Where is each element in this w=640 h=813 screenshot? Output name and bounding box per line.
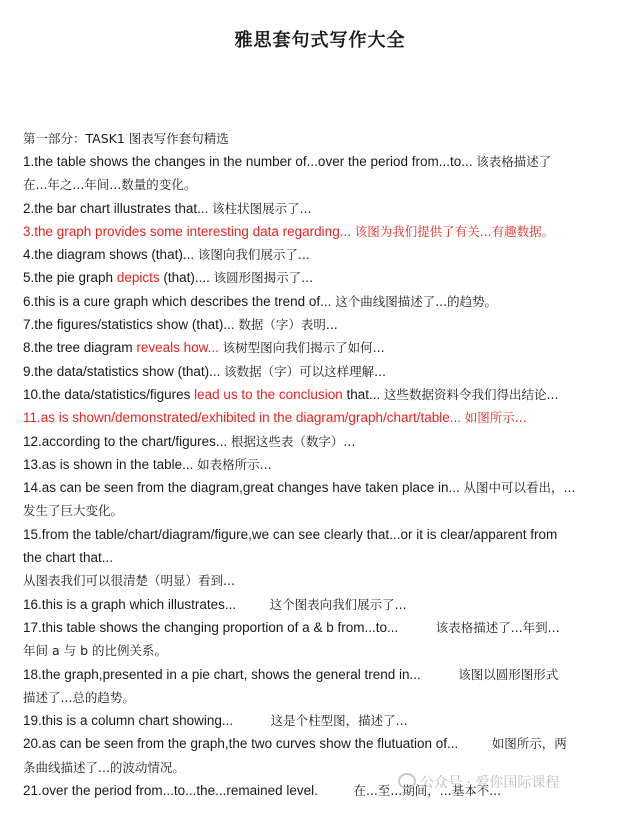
list-item: 1.the table shows the changes in the number of...over the period from...to... 该表格描述了 — [23, 154, 552, 169]
list-item-highlighted: 3.the graph provides some interesting data regarding... 该图为我们提供了有关...有趣数据。 — [23, 223, 555, 239]
list-item: 18.the graph,presented in a pie chart, shows the general trend in... 该图以圆形图形式 — [23, 666, 559, 682]
list-item: 4.the diagram shows (that)... 该图向我们展示了... — [23, 247, 310, 263]
list-item: 5.the pie graph depicts (that).... 该圆形图揭示了... — [23, 270, 314, 286]
list-item-continuation: 在...年之...年间...数量的变化。 — [23, 177, 197, 193]
list-item: 8.the tree diagram reveals how... 该树型图向我们揭示了如何... — [23, 340, 385, 356]
list-item-continuation: 从图表我们可以很清楚（明显）看到... — [23, 573, 235, 589]
list-item-continuation: 年间 a 与 b 的比例关系。 — [23, 643, 167, 659]
highlight-text: lead us to the conclusion — [194, 386, 343, 402]
list-item: 21.over the period from...to...the...remained level. 在...至...期间，...基本不... — [23, 783, 502, 799]
list-item: 17.this table shows the changing proportion of a & b from...to... 该表格描述了...年到... — [23, 619, 560, 635]
wechat-icon — [398, 773, 416, 789]
list-item: 10.the data/statistics/figures lead us to the conclusion that... 这些数据资料令我们得出结论... — [23, 386, 559, 402]
section-heading: 第一部分：TASK1 图表写作套句精选 — [23, 131, 229, 146]
list-item: 20.as can be seen from the graph,the two curves show the flutuation of... 如图所示，两 — [23, 736, 567, 752]
document-body — [23, 130, 618, 802]
list-item-continuation: 发生了巨大变化。 — [23, 503, 124, 519]
list-item: 6.this is a cure graph which describes the trend of... 这个曲线图描述了...的趋势。 — [23, 293, 498, 309]
list-item: 13.as is shown in the table... 如表格所示... — [23, 456, 272, 472]
list-item: 14.as can be seen from the diagram,great changes have taken place in... 从图中可以看出，... — [23, 480, 576, 496]
list-item: 19.this is a column chart showing... 这是个柱型图，描述了... — [23, 713, 408, 729]
list-item: 12.according to the chart/figures... 根据这些表（数字）... — [23, 433, 356, 449]
list-item: 16.this is a graph which illustrates... 这个图表向我们展示了... — [23, 596, 407, 612]
list-item-continuation: the chart that... — [23, 550, 114, 566]
watermark: 公众号 · 爱你国际课程 — [398, 772, 559, 792]
list-item: 15.from the table/chart/diagram/figure,we can see clearly that...or it is clear/apparent from — [23, 526, 558, 542]
highlight-text: depicts — [116, 270, 160, 286]
list-item-continuation: 描述了...总的趋势。 — [23, 689, 135, 705]
list-item-highlighted: 11.as is shown/demonstrated/exhibited in the diagram/graph/chart/table... 如图所示... — [23, 410, 527, 426]
list-item: 2.the bar chart illustrates that... 该柱状图展示了... — [23, 200, 312, 216]
highlight-text: reveals how... — [136, 340, 219, 356]
document-title: 雅思套句式写作大全 — [234, 30, 406, 51]
list-item: 9.the data/statistics show (that)... 该数据（字）可以这样理解... — [23, 363, 387, 379]
list-item-continuation: 条曲线描述了...的波动情况。 — [23, 759, 185, 775]
list-item: 7.the figures/statistics show (that)... 数据（字）表明... — [23, 317, 338, 333]
